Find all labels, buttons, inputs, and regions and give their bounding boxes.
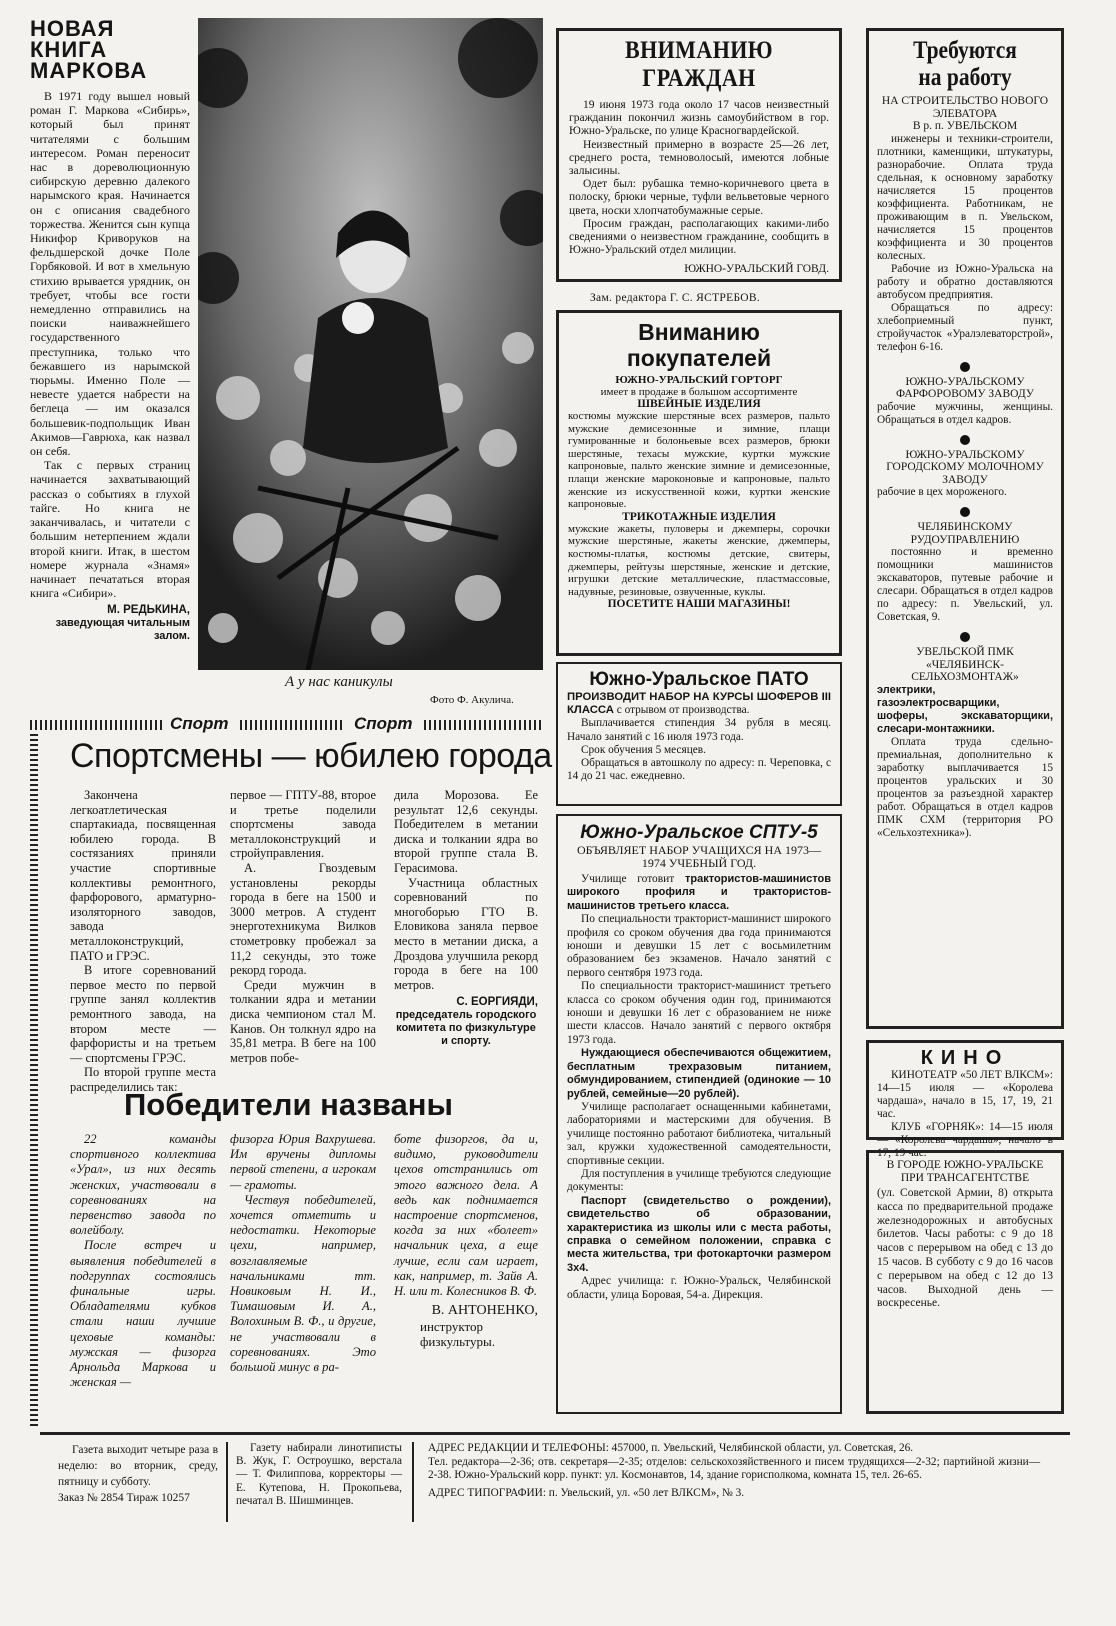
sptu-title: Южно-Уральское СПТУ-5 <box>580 822 818 843</box>
buyers-intro: имеет в продаже в большом ассортименте <box>600 386 798 398</box>
kino-box <box>866 1040 1064 1159</box>
bullet-dot <box>960 362 970 372</box>
footer-credits: Газету набирали линотиписты В. Жук, Г. Остроушко, верстала — Т. Филиппова, корректоры — Е. Кутепова, Н. Прокопьева, печатал В. Шишминцев. <box>236 1442 402 1507</box>
footer-left: Газета выходит четыре раза в неделю: во вторник, среду, пятницу и субботу. Заказ № 2854 Тираж 10257 <box>58 1444 218 1504</box>
winners-col-1: 22 команды спортивного коллектива «Урал», из них десять женских, участвовали в соревнованиях на первенство завода по волейболу. После встреч и выявления победителей в подгруппах состоялись финальные игры. Обладателями кубков стали наши лучшие цеховые команды: мужская — физорга Арнольда Маркова и женская — <box>70 1132 216 1390</box>
sport-headline: Спортсмены — юбилею города <box>70 737 552 775</box>
novel-paragraph: В 1971 году вышел новый роман Г. Маркова «Сибирь», который был принят читателями с большим интересом. Роман переносит нас в дореволюционную сибирскую деревню далекого нарымского края. Начинается он с описания свадебного торжества. Женится сын купца Никифор Криворуков на фельдшерской дочке Поле Горбяковой. И вот в хмельную стихию врывается урядник, он требует, чтобы все гости немедленно отправились на поиски наиважнейшего государственного преступника, только что бежавшего из нарымской тюрьмы. Именно Поле — невесте удается набрести на беглеца — им оказался большевик-подпольщик Иван Акимов—Гаврюха, как назвал он себя. <box>30 89 190 459</box>
kino-cinema-1: КИНОТЕАТР «50 ЛЕТ ВЛКСМ»: 14—15 июля — «Королева чардаша», начало в 15, 17, 19, 21 час. <box>877 1069 1053 1120</box>
buyers-section-1: ШВЕЙНЫЕ ИЗДЕЛИЯ <box>637 398 761 410</box>
buyers-org: ЮЖНО-УРАЛЬСКИЙ ГОРТОРГ <box>615 374 783 386</box>
kino-cinema-2: КЛУБ «ГОРНЯК»: 14—15 июля — «Королева чардаша», начало в 17, 19 час. <box>877 1121 1053 1159</box>
pato-box <box>556 662 842 806</box>
work-h5: УВЕЛЬСКОЙ ПМК «ЧЕЛЯБИНСК-СЕЛЬХОЗМОНТАЖ» <box>911 646 1019 683</box>
notice-box <box>556 28 842 282</box>
sport-left-rule <box>30 734 38 1426</box>
work-box: Требуются на работу НА СТРОИТЕЛЬСТВО НОВОГО ЭЛЕВАТОРА В р. п. УВЕЛЬСКОМ инженеры и техники-строители, плотники, каменщики, штукатуры, разнорабочие. Оплата труда сдельная, к основному заработку начисляется 15 процентов коэффициента. Работникам, не проживающим в п. Увельском, начисляется 15 процентов коэффициента и 30 процентов колесных. Рабочие из Южно-Уральска на работу и обратно доставляются автобусом предприятия. Обращаться по адресу: хлебоприемный пункт, стройучасток «Уралэлеваторстрой», телефон 6-16. ЮЖНО-УРАЛЬСКОМУ ФАРФОРОВОМУ ЗАВОДУ рабочие мужчины, женщины. Обращаться в отдел кадров. ЮЖНО-УРАЛЬСКОМУ ГОРОДСКОМУ МОЛОЧНОМУ ЗАВОДУ рабочие в цех мороженого. ЧЕЛЯБИНСКОМУ РУДОУПРАВЛЕНИЮ постоянно и временно помощники машинистов экскаваторов, путевые рабочие и слесари. Обращаться в отдел кадров по адресу: п. Увельский, ул. Советская, 9. УВЕЛЬСКОЙ ПМК «ЧЕЛЯБИНСК-СЕЛЬХОЗМОНТАЖ» электрики, газоэлектросварщики, шоферы, экскаваторщики, слесари-монтажники. Оплата труда сдельно-премиальная, дополнительно к заработку выплачивается 15 процентов уральских и 30 процентов за разъездной характер работ. Обращаться в отдел кадров ПМК СХМ (территория РО «Сельхозтехника»). <box>866 28 1064 1029</box>
buyers-title-2: покупателей <box>626 345 772 371</box>
footer-divider <box>226 1442 228 1522</box>
bullet-dot <box>960 435 970 445</box>
buyers-closing: ПОСЕТИТЕ НАШИ МАГАЗИНЫ! <box>607 598 791 611</box>
buyers-title-1: Вниманию <box>638 319 760 345</box>
winners-signature-name: В. АНТОНЕНКО, <box>431 1303 538 1319</box>
work-h1: НА СТРОИТЕЛЬСТВО НОВОГО ЭЛЕВАТОРА <box>881 95 1049 120</box>
notice-body: 19 июня 1973 года около 17 часов неизвестный гражданин покончил жизнь самоубийством в гор. Южно-Уральске, по улице Красногвардейской. Неизвестный примерно в возрасте 25—26 лет, среднего роста, темноволосый, имеются лобные залысины. Одет был: рубашка темно-коричневого цвета в полоску, брюки черные, туфли вельветовые черного цвета, носки хлопчатобумажные серые. Просим граждан, располагающих какими-либо сведениями о неизвестном гражданине, сообщить в Южно-Уральский отдел милиции. <box>569 99 829 257</box>
agency-box: В ГОРОДЕ ЮЖНО-УРАЛЬСКЕ ПРИ ТРАНСАГЕНТСТВЕ (ул. Советской Армии, 8) открыта касса по предварительной продаже железнодорожных и автобусных билетов. Часы работы: с 9 до 18 часов с перерывом на обед с 13 до 15 часов. В субботу с 9 до 16 часов с перерывом на обед с 12 до 13 часов. Выходной день — воскресенье. <box>866 1150 1064 1414</box>
novel-body <box>30 89 190 600</box>
bullet-dot <box>960 507 970 517</box>
buyers-p2: мужские жакеты, пуловеры и джемперы, сорочки мужские шерстяные, жакеты женские, джемперы, костюмы-платья, костюмы детские, свитеры, джемперы, рейтузы шерстяные, женские и детские, игрушки детские металлические, пластмассовые, надувные, резиновые, озвученные, куклы. <box>568 522 830 598</box>
photo-credit: Фото Ф. Акулича. <box>430 694 514 706</box>
sptu-body: Училище готовит трактористов-машинистов широкого профиля и трактористов-машинистов третьего класса. По специальности тракторист-машинист широкого профиля со сроком обучения два года принимаются юноши и девушки 15 лет с восьмилетним образованием без экзаменов. Начало занятий с первого сентября 1973 года. По специальности тракторист-машинист третьего класса со сроком обучения один год, принимаются юноши и девушки 16 лет с образованием не ниже шести классов. Начало занятий с первого октября 1973 года. Нуждающиеся обеспечиваются общежитием, бесплатным трехразовым питанием, обмундированием, стипендией (одинокие — 10 рублей, семейные—20 рублей). Училище располагает оснащенными кабинетами, лабораториями и мастерскими для обучения. В училище постоянно работают библиотека, читальный зал, кружки художественной самодеятельности, спортивные секции. Для поступления в училище требуются следующие документы: Паспорт (свидетельство о рождении), свидетельство об образовании, характеристика из школы или с места работы, справка о семейном положении, справка с места жительства, три фотокарточки размером 3х4. Адрес училища: г. Южно-Уральск, Челябинской области, улица Боровая, 54-а. Дирекция. <box>567 873 831 1301</box>
sptu-sub: ОБЪЯВЛЯЕТ НАБОР УЧАЩИХСЯ НА 1973—1974 УЧЕБНЫЙ ГОД. <box>577 843 821 870</box>
footer-address: АДРЕС РЕДАКЦИИ И ТЕЛЕФОНЫ: 457000, п. Увельский, Челябинской области, ул. Советская, 26. Тел. редактора—2-36; отв. секретаря—2-35; отделов: сельскохозяйственного и писем трудящихся—2-32; партийной жизни—2-38. Южно-Уральский корр. пункт: ул. Космонавтов, 14, здание горисполкома, комната 15, тел. 26-65. АДРЕС ТИПОГРАФИИ: п. Увельский, ул. «50 лет ВЛКСМ», № 3. <box>428 1442 1040 1499</box>
winners-col-3: боте физоргов, да и, видимо, руководители цехов отстранились от этого важного дела. А ведь как поднимается настроение спортсменов, когда за них «болеет» начальник цеха, а еще лучше, если сам играет, как, например, т. Зайв А. Н. или т. Колесников В. Ф. В. АНТОНЕНКО, инструктор физкультуры. <box>394 1132 538 1350</box>
winners-signature-title: инструктор физкультуры. <box>420 1319 495 1350</box>
sport-signature-title: председатель городского комитета по физкультуре и спорту. <box>395 1009 537 1048</box>
sptu-box <box>556 814 842 1414</box>
winners-headline: Победители названы <box>124 1087 453 1122</box>
work-h2: ЮЖНО-УРАЛЬСКОМУ ФАРФОРОВОМУ ЗАВОДУ <box>895 375 1035 400</box>
buyers-p1: костюмы мужские шерстяные всех размеров, пальто мужские демисезонные и зимние, плащи гумированные и болоньевые всех размеров, брюки шерстяные, техасы мужские, куртки мужские капроновые, пальто женские зимние и демисезонные, плащи женские мароконовые и капроновые, пальто женские из искусственной кожи, куртки женские капроновые. <box>568 410 830 511</box>
kino-title: КИНО <box>920 1047 1010 1069</box>
agency-heading: В ГОРОДЕ ЮЖНО-УРАЛЬСКЕ ПРИ ТРАНСАГЕНТСТВЕ <box>886 1159 1044 1184</box>
deputy-editor: Зам. редактора Г. С. ЯСТРЕБОВ. <box>590 292 761 304</box>
work-h1b: В р. п. УВЕЛЬСКОМ <box>912 120 1018 132</box>
photo-caption: А у нас каникулы <box>285 674 393 690</box>
photo-image <box>198 18 543 670</box>
work-h4: ЧЕЛЯБИНСКОМУ РУДОУПРАВЛЕНИЮ <box>910 521 1020 546</box>
notice-title: ВНИМАНИЮ ГРАЖДАН <box>624 37 774 92</box>
sport-banner-label: Спорт <box>354 714 413 733</box>
work-title-1: Требуются <box>913 37 1017 64</box>
novel-article <box>30 18 190 643</box>
footer-divider <box>412 1442 414 1522</box>
pato-body: ПРОИЗВОДИТ НАБОР НА КУРСЫ ШОФЕРОВ III КЛАССА с отрывом от производства. Выплачивается стипендия 34 рубля в месяц. Начало занятий с 16 июля 1973 года. Срок обучения 5 месяцев. Обращаться в автошколу по адресу: п. Череповка, с 14 до 21 час. ежедневно. <box>567 691 831 783</box>
bullet-dot <box>960 632 970 642</box>
work-title-2: на работу <box>918 64 1012 91</box>
novel-paragraph: Так с первых страниц начинается захватывающий рассказ о событиях в глухой тайге. Но книга не заканчивалась, и читатели с большим нетерпением ждали второй книги. Итак, в шестом номере журнала «Знамя» начинает печататься вторая книга «Сибири». <box>30 458 190 601</box>
pato-title: Южно-Уральское ПАТО <box>589 669 809 690</box>
novel-signature-name: М. РЕДЬКИНА, <box>107 604 190 617</box>
sport-signature-name: С. ЕОРГИЯДИ, <box>456 996 538 1009</box>
sport-col-2: первое — ГПТУ-88, второе и третье поделили спортсмены завода металлоконструкций и стройуправления. А. Гвоздевым установлены рекорды города в беге на 1500 и 3000 метров. А студент энерготехникума Вилков стометровку пробежал за 11,2 секунды, это тоже рекорд города. Среди мужчин в толкании ядра и метании диска чемпионом стал М. Канов. Он толкнул ядро на 35,81 метра. В беге на 100 метров побе- <box>230 788 376 1065</box>
buyers-box <box>556 310 842 656</box>
winners-col-2: физорга Юрия Вахрушева. Им вручены дипломы первой степени, а игрокам — грамоты. Чествуя победителей, хочется отметить и недостатки. Некоторые цехи, например, возглавляемые начальниками тт. Новиковым Н. И., Тимашовым И. А., Волохиным В. Ф., и другие, не участвовали в соревнованиях. Это большой минус в ра- <box>230 1132 376 1375</box>
work-h3: ЮЖНО-УРАЛЬСКОМУ ГОРОДСКОМУ МОЛОЧНОМУ ЗАВОДУ <box>886 448 1044 486</box>
novel-title: НОВАЯ КНИГА МАРКОВА <box>30 16 148 83</box>
sport-col-1: Закончена легкоатлетическая спартакиада, посвященная юбилею города. В состязаниях приняли участие спортивные коллективы ремонтного, фарфорового, арматурно-изоляторного заводов, завода металлоконструкций, ПАТО и ГРЭС. В итоге соревнований первое место по первой группе занял коллектив ремонтного завода, на втором месте — фарфористы и на третьем — спортсмены ГРЭС. По второй группе места распределились так: <box>70 788 216 1094</box>
footer-order: Заказ № 2854 Тираж 10257 <box>58 1492 190 1504</box>
sport-banner-label: Спорт <box>170 714 229 733</box>
sport-banner <box>30 716 542 734</box>
photo <box>198 18 543 670</box>
sport-col-3: дила Морозова. Ее результат 12,6 секунды. Победителем в метании диска и толкании ядра во второй группе стала В. Герасимова. Участница областных соревнований по многоборью ГТО В. Еловикова заняла первое место в метании диска, а Дроздова улучшила рекорд города в беге на 100 метров. С. ЕОРГИЯДИ, председатель городского комитета по физкультуре и спорту. <box>394 788 538 1048</box>
notice-signature: ЮЖНО-УРАЛЬСКИЙ ГОВД. <box>684 263 829 276</box>
footer-top-rule <box>40 1432 1070 1435</box>
work-body-1: инженеры и техники-строители, плотники, каменщики, штукатуры, разнорабочие. Оплата труда сдельная, к основному заработку начисляется 15 процентов коэффициента. Работникам, не проживающим в п. Увельском, начисляется 15 процентов коэффициента и 30 процентов колесных. Рабочие из Южно-Уральска на работу и обратно доставляются автобусом предприятия. Обращаться по адресу: хлебоприемный пункт, стройучасток «Уралэлеваторстрой», телефон 6-16. <box>877 132 1053 353</box>
pato-sub: ПРОИЗВОДИТ НАБОР НА КУРСЫ ШОФЕРОВ III КЛАССА <box>567 691 831 717</box>
novel-signature-title: заведующая читальным залом. <box>55 617 190 643</box>
buyers-section-2: ТРИКОТАЖНЫЕ ИЗДЕЛИЯ <box>622 510 776 523</box>
